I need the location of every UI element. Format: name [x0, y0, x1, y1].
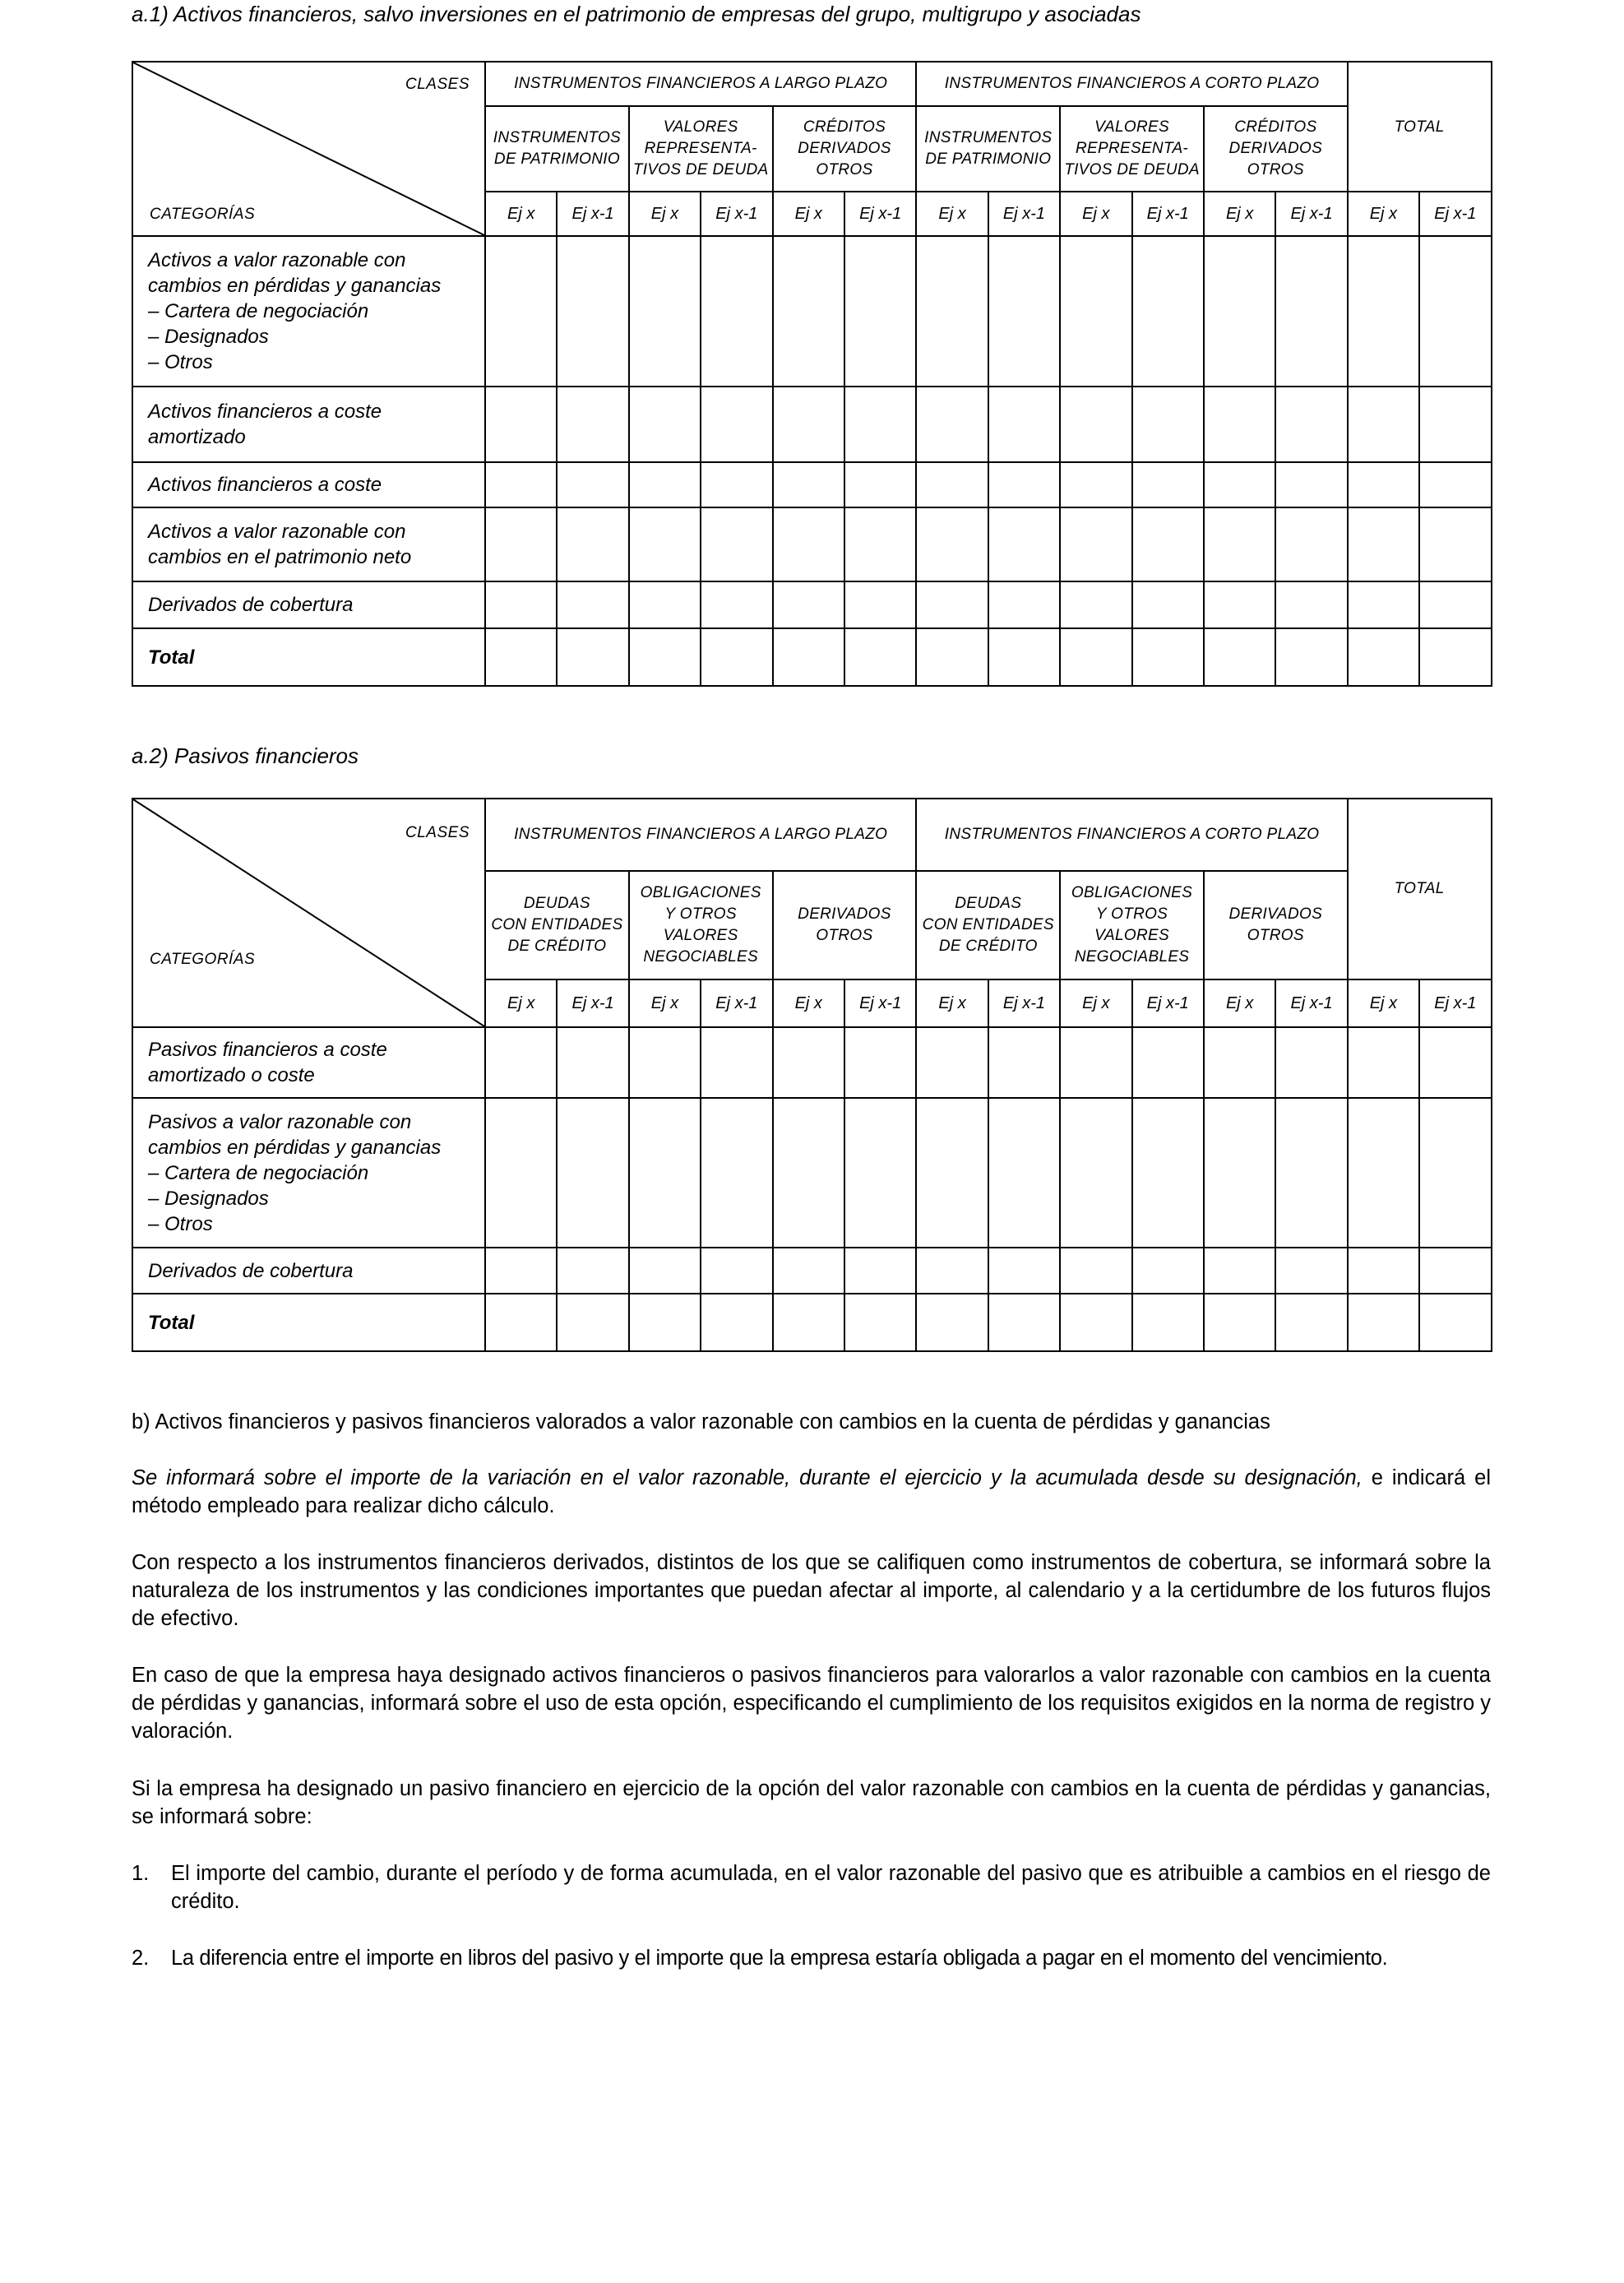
value-cell	[988, 1098, 1060, 1248]
year-label: Ej x	[629, 979, 701, 1027]
year-label: Ej x	[485, 979, 557, 1027]
value-cell	[485, 462, 557, 507]
value-cell	[988, 1248, 1060, 1294]
section-b-heading: b) Activos financieros y pasivos financieros valorados a valor razonable con cambios en la cuenta de pérdidas y ganancias	[132, 1410, 1270, 1433]
long-term-header: INSTRUMENTOS FINANCIEROS A LARGO PLAZO	[485, 62, 916, 106]
value-cell	[988, 628, 1060, 686]
value-cell	[916, 1248, 988, 1294]
liabilities-table	[132, 798, 1492, 1352]
value-cell	[557, 236, 628, 387]
year-label: Ej x-1	[844, 192, 916, 236]
subheader: INSTRUMENTOS DE PATRIMONIO	[916, 106, 1060, 192]
year-label: Ej x-1	[1132, 192, 1204, 236]
value-cell	[1348, 628, 1419, 686]
subheader: DEUDAS CON ENTIDADES DE CRÉDITO	[916, 871, 1060, 979]
value-cell	[1132, 387, 1204, 462]
table-row	[132, 236, 1492, 387]
value-cell	[1132, 1027, 1204, 1098]
category-label: Total	[132, 628, 485, 686]
value-cell	[844, 1294, 916, 1351]
value-cell	[773, 1248, 844, 1294]
value-cell	[1419, 628, 1491, 686]
value-cell	[1204, 1248, 1275, 1294]
corner-header-cell	[132, 62, 485, 236]
value-cell	[916, 507, 988, 581]
value-cell	[988, 581, 1060, 628]
value-cell	[1348, 581, 1419, 628]
value-cell	[1348, 1294, 1419, 1351]
year-label: Ej x	[773, 192, 844, 236]
year-label: Ej x-1	[988, 979, 1060, 1027]
year-label: Ej x-1	[988, 192, 1060, 236]
value-cell	[1348, 1027, 1419, 1098]
value-cell	[1275, 1294, 1347, 1351]
year-label: Ej x-1	[557, 192, 628, 236]
value-cell	[1348, 236, 1419, 387]
value-cell	[1060, 581, 1131, 628]
value-cell	[844, 236, 916, 387]
value-cell	[1060, 236, 1131, 387]
value-cell	[485, 1027, 557, 1098]
year-label: Ej x-1	[701, 192, 772, 236]
value-cell	[773, 1098, 844, 1248]
subheader: VALORES REPRESENTA- TIVOS DE DEUDA	[1060, 106, 1204, 192]
list-number: 1.	[132, 1862, 150, 1885]
section-a2-heading: a.2) Pasivos financieros	[132, 743, 359, 768]
value-cell	[988, 387, 1060, 462]
category-label: Pasivos financieros a coste amortizado o coste	[132, 1027, 485, 1098]
value-cell	[557, 462, 628, 507]
value-cell	[773, 387, 844, 462]
subheader: INSTRUMENTOS DE PATRIMONIO	[485, 106, 629, 192]
paragraph-1	[132, 1464, 1491, 1520]
section-a1-heading: a.1) Activos financieros, salvo inversiones en el patrimonio de empresas del grupo, multigrupo y asociadas	[132, 2, 1141, 26]
value-cell	[1348, 1248, 1419, 1294]
paragraph-4: Si la empresa ha designado un pasivo financiero en ejercicio de la opción del valor razonable con cambios en la cuenta de pérdidas y ganancias, se informará sobre:	[132, 1777, 1491, 1828]
value-cell	[1204, 462, 1275, 507]
paragraph-1-italic: Se informará sobre el importe de la variación en el valor razonable, durante el ejercicio y la acumulada desde su designación,	[132, 1466, 1363, 1489]
value-cell	[916, 236, 988, 387]
paragraph-1-rest: e indicará el método empleado para realizar dicho cálculo.	[132, 1466, 1491, 1517]
value-cell	[916, 581, 988, 628]
value-cell	[1275, 581, 1347, 628]
subheader: CRÉDITOS DERIVADOS OTROS	[773, 106, 917, 192]
value-cell	[844, 387, 916, 462]
value-cell	[1132, 628, 1204, 686]
paragraph-3: En caso de que la empresa haya designado activos financieros o pasivos financieros para valorarlos a valor razonable con cambios en la cuenta de pérdidas y ganancias, informará sobre el uso de esta opción, especificando el cumplimiento de los requisitos exigidos en la norma de registro y valoración.	[132, 1664, 1491, 1743]
year-label: Ej x	[1348, 192, 1419, 236]
value-cell	[701, 1248, 772, 1294]
value-cell	[773, 1294, 844, 1351]
value-cell	[988, 236, 1060, 387]
category-label: Activos a valor razonable con cambios en el patrimonio neto	[132, 507, 485, 581]
value-cell	[557, 387, 628, 462]
value-cell	[1419, 1248, 1491, 1294]
year-label: Ej x	[1204, 192, 1275, 236]
year-label: Ej x-1	[844, 979, 916, 1027]
value-cell	[485, 236, 557, 387]
value-cell	[1419, 1098, 1491, 1248]
value-cell	[1348, 387, 1419, 462]
year-label: Ej x	[485, 192, 557, 236]
value-cell	[916, 1294, 988, 1351]
value-cell	[1275, 628, 1347, 686]
value-cell	[1348, 1098, 1419, 1248]
short-term-header: INSTRUMENTOS FINANCIEROS A CORTO PLAZO	[916, 62, 1347, 106]
value-cell	[1419, 507, 1491, 581]
list-text: El importe del cambio, durante el período y de forma acumulada, en el valor razonable del pasivo que es atribuible a cambios en el riesgo de crédito.	[171, 1862, 1491, 1913]
paragraph-2: Con respecto a los instrumentos financieros derivados, distintos de los que se califiquen como instrumentos de cobertura, se informará sobre la naturaleza de los instrumentos y las condiciones importantes que puedan afectar al importe, al calendario y a la certidumbre de los futuros flujos de efectivo.	[132, 1551, 1491, 1630]
value-cell	[1060, 1027, 1131, 1098]
value-cell	[1132, 507, 1204, 581]
table-row	[132, 387, 1492, 462]
value-cell	[1204, 1098, 1275, 1248]
value-cell	[1132, 1294, 1204, 1351]
value-cell	[485, 387, 557, 462]
value-cell	[1060, 387, 1131, 462]
value-cell	[773, 581, 844, 628]
table-row	[132, 1294, 1492, 1351]
value-cell	[485, 1098, 557, 1248]
long-term-header: INSTRUMENTOS FINANCIEROS A LARGO PLAZO	[485, 799, 916, 871]
value-cell	[629, 628, 701, 686]
year-label: Ej x	[773, 979, 844, 1027]
value-cell	[1419, 387, 1491, 462]
value-cell	[629, 1248, 701, 1294]
year-label: Ej x-1	[1275, 979, 1347, 1027]
value-cell	[844, 628, 916, 686]
table-row	[132, 1248, 1492, 1294]
value-cell	[988, 462, 1060, 507]
year-label: Ej x	[629, 192, 701, 236]
value-cell	[701, 1027, 772, 1098]
table-row	[132, 1098, 1492, 1248]
total-header: TOTAL	[1348, 799, 1492, 979]
value-cell	[916, 1027, 988, 1098]
year-label: Ej x	[916, 979, 988, 1027]
value-cell	[1275, 507, 1347, 581]
value-cell	[629, 1098, 701, 1248]
value-cell	[916, 387, 988, 462]
value-cell	[1275, 236, 1347, 387]
value-cell	[773, 507, 844, 581]
year-label: Ej x	[916, 192, 988, 236]
category-label: Derivados de cobertura	[132, 1248, 485, 1294]
value-cell	[629, 1294, 701, 1351]
value-cell	[844, 462, 916, 507]
value-cell	[1060, 628, 1131, 686]
categorias-label: CATEGORÍAS	[150, 951, 256, 968]
assets-table	[132, 61, 1492, 687]
year-label: Ej x	[1348, 979, 1419, 1027]
value-cell	[629, 462, 701, 507]
value-cell	[1060, 1248, 1131, 1294]
short-term-header: INSTRUMENTOS FINANCIEROS A CORTO PLAZO	[916, 799, 1347, 871]
value-cell	[701, 462, 772, 507]
value-cell	[557, 628, 628, 686]
subheader: OBLIGACIONES Y OTROS VALORES NEGOCIABLES	[1060, 871, 1204, 979]
value-cell	[1275, 462, 1347, 507]
category-label: Pasivos a valor razonable con cambios en pérdidas y ganancias – Cartera de negociación – Designados – Otros	[132, 1098, 485, 1248]
subheader: DEUDAS CON ENTIDADES DE CRÉDITO	[485, 871, 629, 979]
value-cell	[557, 581, 628, 628]
value-cell	[701, 628, 772, 686]
value-cell	[629, 236, 701, 387]
year-label: Ej x-1	[1132, 979, 1204, 1027]
value-cell	[701, 1098, 772, 1248]
table-row	[132, 462, 1492, 507]
value-cell	[557, 1027, 628, 1098]
value-cell	[773, 236, 844, 387]
value-cell	[557, 1098, 628, 1248]
category-label: Derivados de cobertura	[132, 581, 485, 628]
value-cell	[629, 387, 701, 462]
value-cell	[1419, 1027, 1491, 1098]
value-cell	[916, 1098, 988, 1248]
value-cell	[1204, 581, 1275, 628]
year-label: Ej x	[1060, 192, 1131, 236]
value-cell	[1204, 1027, 1275, 1098]
value-cell	[485, 1248, 557, 1294]
value-cell	[1204, 628, 1275, 686]
year-label: Ej x-1	[1275, 192, 1347, 236]
table-row	[132, 507, 1492, 581]
table-row	[132, 1027, 1492, 1098]
value-cell	[916, 462, 988, 507]
category-label: Activos a valor razonable con cambios en pérdidas y ganancias – Cartera de negociación – Designados – Otros	[132, 236, 485, 387]
value-cell	[701, 236, 772, 387]
clases-label: CLASES	[405, 824, 470, 841]
value-cell	[916, 628, 988, 686]
subheader: CRÉDITOS DERIVADOS OTROS	[1204, 106, 1348, 192]
value-cell	[1132, 1098, 1204, 1248]
list-item-1	[132, 1859, 1491, 1915]
clases-label: CLASES	[405, 76, 470, 93]
value-cell	[1275, 1248, 1347, 1294]
value-cell	[629, 507, 701, 581]
value-cell	[844, 1027, 916, 1098]
value-cell	[773, 462, 844, 507]
value-cell	[1275, 1027, 1347, 1098]
value-cell	[557, 1248, 628, 1294]
categorias-label: CATEGORÍAS	[150, 206, 256, 223]
value-cell	[1132, 581, 1204, 628]
subheader: OBLIGACIONES Y OTROS VALORES NEGOCIABLES	[629, 871, 773, 979]
category-label: Total	[132, 1294, 485, 1351]
value-cell	[485, 1294, 557, 1351]
value-cell	[1204, 236, 1275, 387]
value-cell	[701, 1294, 772, 1351]
value-cell	[773, 628, 844, 686]
value-cell	[1348, 462, 1419, 507]
value-cell	[844, 581, 916, 628]
value-cell	[557, 507, 628, 581]
value-cell	[485, 507, 557, 581]
value-cell	[1275, 1098, 1347, 1248]
value-cell	[1204, 387, 1275, 462]
list-number: 2.	[132, 1947, 150, 1970]
list-text: La diferencia entre el importe en libros del pasivo y el importe que la empresa estaría obligada a pagar en el momento del vencimiento.	[171, 1947, 1388, 1970]
value-cell	[557, 1294, 628, 1351]
table-row	[132, 581, 1492, 628]
value-cell	[1419, 581, 1491, 628]
total-header: TOTAL	[1348, 62, 1492, 192]
value-cell	[629, 1027, 701, 1098]
value-cell	[701, 507, 772, 581]
year-label: Ej x-1	[701, 979, 772, 1027]
value-cell	[1204, 1294, 1275, 1351]
category-label: Activos financieros a coste	[132, 462, 485, 507]
subheader: DERIVADOS OTROS	[773, 871, 917, 979]
year-label: Ej x	[1060, 979, 1131, 1027]
value-cell	[629, 581, 701, 628]
value-cell	[988, 507, 1060, 581]
value-cell	[988, 1294, 1060, 1351]
value-cell	[1060, 507, 1131, 581]
year-label: Ej x-1	[557, 979, 628, 1027]
value-cell	[1348, 507, 1419, 581]
year-label: Ej x	[1204, 979, 1275, 1027]
value-cell	[701, 387, 772, 462]
value-cell	[844, 507, 916, 581]
value-cell	[988, 1027, 1060, 1098]
value-cell	[1060, 1098, 1131, 1248]
value-cell	[1132, 462, 1204, 507]
value-cell	[1204, 507, 1275, 581]
value-cell	[701, 581, 772, 628]
value-cell	[844, 1098, 916, 1248]
year-label: Ej x-1	[1419, 192, 1491, 236]
value-cell	[1132, 1248, 1204, 1294]
value-cell	[1419, 462, 1491, 507]
subheader: DERIVADOS OTROS	[1204, 871, 1348, 979]
value-cell	[485, 628, 557, 686]
list-item-2	[132, 1944, 1491, 1972]
category-label: Activos financieros a coste amortizado	[132, 387, 485, 462]
value-cell	[1275, 387, 1347, 462]
year-label: Ej x-1	[1419, 979, 1491, 1027]
value-cell	[1419, 236, 1491, 387]
value-cell	[773, 1027, 844, 1098]
corner-header-cell	[132, 799, 485, 1027]
value-cell	[1060, 462, 1131, 507]
value-cell	[844, 1248, 916, 1294]
subheader: VALORES REPRESENTA- TIVOS DE DEUDA	[629, 106, 773, 192]
value-cell	[1419, 1294, 1491, 1351]
value-cell	[1132, 236, 1204, 387]
table-row	[132, 628, 1492, 686]
value-cell	[485, 581, 557, 628]
value-cell	[1060, 1294, 1131, 1351]
